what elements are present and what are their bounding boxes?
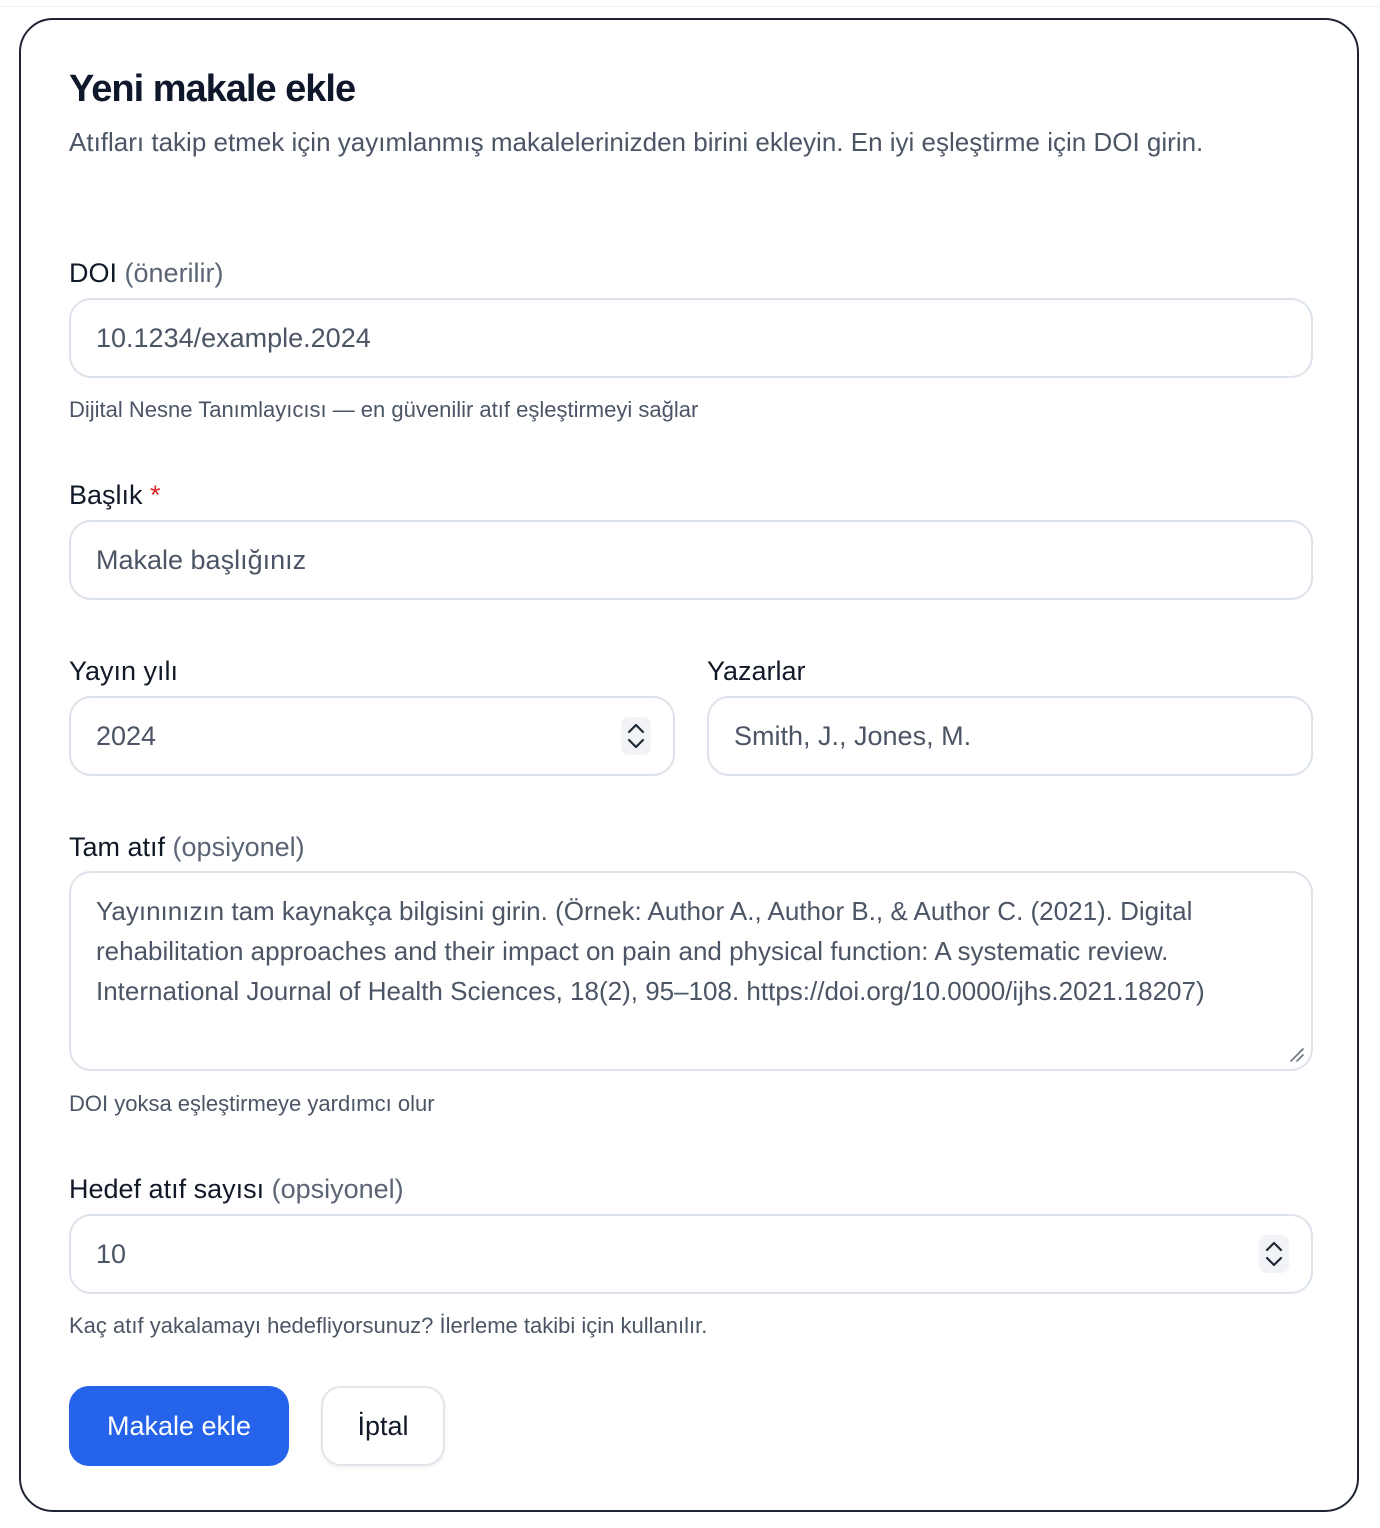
- page-description: Atıfları takip etmek için yayımlanmış makalelerinizden birini ekleyin. En iyi eşleştirme için DOI girin.: [69, 127, 1204, 157]
- title-input-placeholder: Makale başlığınız: [96, 544, 307, 575]
- add-article-card: [19, 18, 1359, 1512]
- year-stepper-icon[interactable]: [621, 717, 651, 755]
- title-label: [69, 480, 161, 511]
- doi-input-placeholder: 10.1234/example.2024: [96, 322, 371, 353]
- year-label-text: Yayın yılı: [69, 656, 179, 686]
- doi-input[interactable]: [69, 298, 1313, 378]
- year-label: [69, 656, 178, 687]
- required-mark: *: [150, 480, 161, 510]
- citation-label-hint: (opsiyonel): [172, 832, 305, 862]
- citation-label: [69, 832, 305, 863]
- cancel-button[interactable]: İptal: [321, 1386, 445, 1466]
- target-help-text: Kaç atıf yakalamayı hedefliyorsunuz? İlerleme takibi için kullanılır.: [69, 1313, 708, 1338]
- citation-textarea[interactable]: [69, 871, 1313, 1071]
- doi-label: [69, 258, 224, 289]
- target-stepper-icon[interactable]: [1259, 1235, 1289, 1273]
- authors-input[interactable]: [707, 696, 1313, 776]
- page-title: Yeni makale ekle: [69, 68, 356, 110]
- title-input[interactable]: [69, 520, 1313, 600]
- year-input-value: 2024: [96, 720, 157, 751]
- authors-label-text: Yazarlar: [707, 656, 806, 686]
- authors-input-placeholder: Smith, J., Jones, M.: [734, 720, 972, 751]
- target-input[interactable]: [69, 1214, 1313, 1294]
- doi-label-text: DOI: [69, 258, 118, 288]
- resize-handle-icon[interactable]: [1287, 1045, 1305, 1063]
- top-divider: [0, 0, 1380, 7]
- target-label: [69, 1174, 404, 1205]
- title-label-text: Başlık: [69, 480, 143, 510]
- year-input[interactable]: [69, 696, 675, 776]
- citation-label-text: Tam atıf: [69, 832, 166, 862]
- target-label-text: Hedef atıf sayısı: [69, 1174, 265, 1204]
- authors-label: [707, 656, 806, 687]
- doi-label-hint: (önerilir): [124, 258, 224, 288]
- doi-help-text: Dijital Nesne Tanımlayıcısı — en güvenilir atıf eşleştirmeyi sağlar: [69, 397, 699, 422]
- target-input-value: 10: [96, 1238, 127, 1269]
- add-article-button[interactable]: Makale ekle: [69, 1386, 289, 1466]
- citation-placeholder: Yayınınızın tam kaynakça bilgisini girin. (Örnek: Author A., Author B., & Author C. (2021). Digital rehabilitation approaches and their impact on pain and physical function: A systematic review. International Journal of Health Sciences, 18(2), 95–108. https://doi.org/10.0000/ijhs.2021.18207): [96, 896, 1205, 1006]
- target-label-hint: (opsiyonel): [271, 1174, 404, 1204]
- citation-help-text: DOI yoksa eşleştirmeye yardımcı olur: [69, 1091, 435, 1116]
